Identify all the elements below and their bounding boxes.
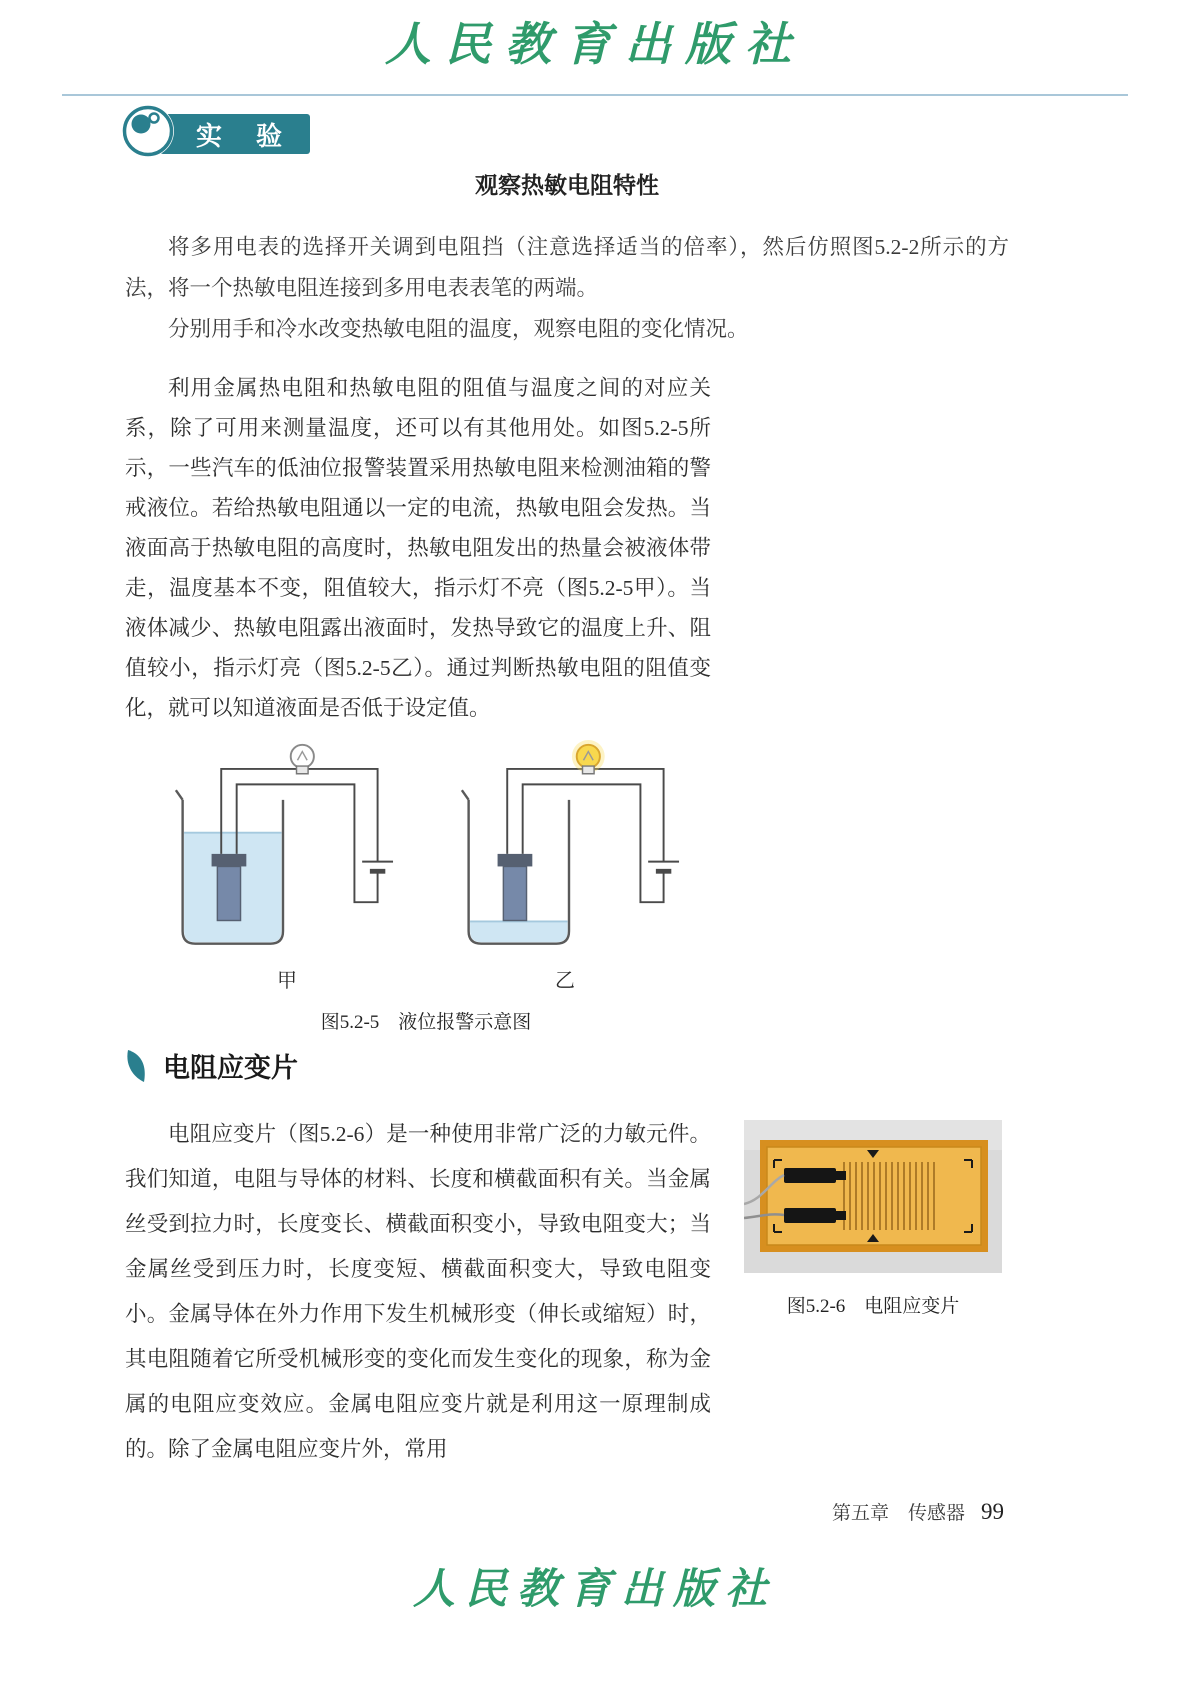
page-number: 99	[981, 1499, 1004, 1524]
section-title: 电阻应变片	[163, 1053, 298, 1083]
figure-5-2-6-caption: 图5.2-6 电阻应变片	[786, 1296, 960, 1317]
beaker	[176, 790, 183, 800]
experiment-title: 观察热敏电阻特性	[475, 173, 659, 198]
thermistor-body	[503, 866, 526, 920]
figure-5-2-6	[744, 1120, 1002, 1318]
figure-5-2-5-caption: 图5.2-5 液位报警示意图	[320, 1012, 532, 1033]
solder-tab	[784, 1208, 836, 1223]
solder-tab	[784, 1168, 836, 1183]
liquid-low	[470, 921, 567, 942]
header-divider	[62, 94, 1128, 96]
label-yi: 乙	[555, 970, 575, 992]
experiment-lens-icon	[120, 103, 176, 159]
strain-section-heading	[125, 1046, 298, 1085]
page-footer	[832, 1498, 1004, 1525]
experiment-badge: 实 验	[160, 114, 310, 154]
experiment-paragraph: 分别用手和冷水改变热敏电阻的温度，观察电阻的变化情况。	[168, 317, 749, 341]
thermistor-body	[217, 866, 240, 920]
experiment-paragraph: 将多用电表的选择开关调到电阻挡（注意选择适当的倍率），然后仿照图5.2-2所示的方法，将一个热敏电阻连接到多用电表表笔的两端。	[125, 235, 1009, 300]
experiment-text-block	[125, 227, 1009, 350]
chapter-label: 第五章 传感器	[831, 1503, 965, 1524]
circuit-wire	[507, 769, 582, 854]
circuit-diagrams	[148, 740, 704, 962]
thermistor-cap	[212, 854, 247, 867]
publisher-logo-top: 人民教育出版社	[385, 17, 805, 71]
publisher-logo-bottom: 人民教育出版社	[412, 1564, 777, 1613]
circuit-yi-bulb-on	[441, 740, 697, 962]
leaf-marker-icon	[125, 1050, 147, 1082]
bulb-on	[577, 745, 600, 768]
beaker	[462, 790, 469, 800]
bulb-base	[583, 766, 595, 774]
bulb-off	[291, 745, 314, 768]
figure-5-2-5	[148, 740, 704, 1034]
circuit-jia-bulb-off	[155, 740, 411, 962]
label-jia: 甲	[277, 970, 297, 992]
bulb-base	[297, 766, 309, 774]
thermistor-paragraph: 利用金属热电阻和热敏电阻的阻值与温度之间的对应关系，除了可用来测量温度，还可以有其他用处。如图5.2-5所示，一些汽车的低油位报警装置采用热敏电阻来检测油箱的警戒液位。若给热敏电阻通以一定的电流，热敏电阻会发热。当液面高于热敏电阻的高度时，热敏电阻发出的热量会被液体带走，温度基本不变，阻值较大，指示灯不亮（图5.2-5甲）。当液体减少、热敏电阻露出液面时，发热导致它的温度上升、阻值较小，指示灯亮（图5.2-5乙）。通过判断热敏电阻的阻值变化，就可以知道液面是否低于设定值。	[125, 376, 711, 720]
thermistor-cap	[498, 854, 533, 867]
figure-sub-labels	[148, 964, 704, 993]
strain-paragraph: 电阻应变片（图5.2-6）是一种使用非常广泛的力敏元件。我们知道，电阻与导体的材料、长度和横截面积有关。当金属丝受到拉力时，长度变长、横截面积变小，导致电阻变大；当金属丝受到压力时，长度变短、横截面积变大，导致电阻变小。金属导体在外力作用下发生机械形变（伸长或缩短）时，其电阻随着它所受机械形变的变化而发生变化的现象，称为金属的电阻应变效应。金属电阻应变片就是利用这一原理制成的。除了金属电阻应变片外，常用	[125, 1122, 711, 1461]
strain-gauge-photo	[744, 1120, 1002, 1273]
